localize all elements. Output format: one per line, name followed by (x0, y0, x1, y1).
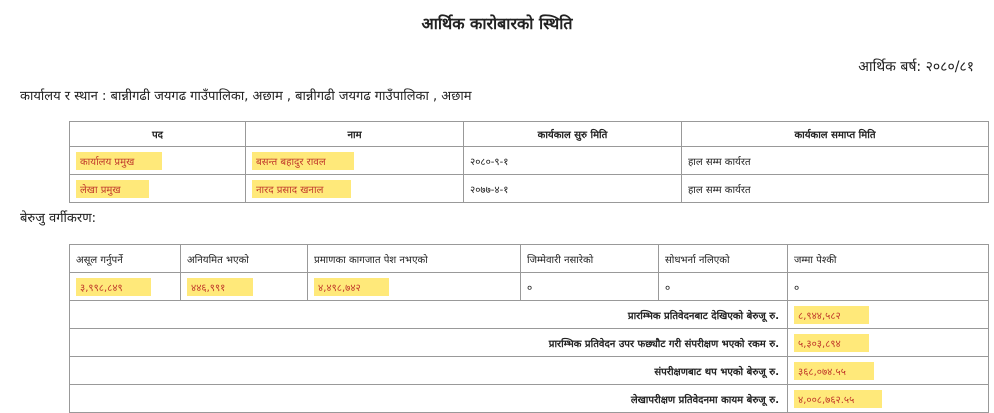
highlighted-amount: ४,००८,७६२.५५ (794, 390, 882, 408)
summary-label: प्रारम्भिक प्रतिवेदन उपर फछ्याैट गरी संपरीक्षण भएको रकम रु. (70, 329, 788, 357)
page-title: आर्थिक कारोबारको स्थिति (421, 14, 573, 33)
column-header-irregular: अनियमित भएको (181, 245, 308, 273)
fiscal-year: आर्थिक बर्ष: २०८०/८१ (858, 59, 974, 75)
column-header-total-advance: जम्मा पेश्की (788, 245, 989, 273)
beruju-table (69, 244, 989, 413)
summary-row (70, 357, 989, 385)
cell-not-reimbursed: ० (659, 273, 788, 301)
summary-row (70, 301, 989, 329)
table-row (70, 273, 989, 301)
summary-value (788, 329, 989, 357)
cell-term-start: २०७७-४-१ (464, 175, 682, 203)
column-header-no-documents: प्रमाणका कागजात पेश नभएको (308, 245, 521, 273)
highlighted-text: बसन्त बहादुर रावल (252, 152, 354, 170)
cell-name (246, 147, 464, 175)
cell-to-recover (70, 273, 181, 301)
highlighted-amount: ३६८,०७४.५५ (794, 362, 874, 380)
cell-irregular (181, 273, 308, 301)
office-location: कार्यालय र स्थान : बान्नीगढी जयगढ गाउँपालिका, अछाम , बान्नीगढी जयगढ गाउँपालिका , अछाम (20, 89, 472, 104)
cell-unassigned: ० (521, 273, 659, 301)
column-header-term-start: कार्यकाल सुरु मिति (464, 122, 682, 147)
table-row (70, 175, 989, 203)
cell-term-end: हाल सम्म कार्यरत (682, 175, 989, 203)
officials-table (69, 121, 989, 203)
table-header-row (70, 245, 989, 273)
summary-label: संपरीक्षणबाट थप भएको बेरुजू रु. (70, 357, 788, 385)
column-header-term-end: कार्यकाल समाप्त मिति (682, 122, 989, 147)
highlighted-amount: ४,४९८,७४२ (314, 278, 389, 296)
highlighted-amount: ३,९९८,८४९ (76, 278, 151, 296)
cell-no-documents (308, 273, 521, 301)
summary-value (788, 301, 989, 329)
cell-term-end: हाल सम्म कार्यरत (682, 147, 989, 175)
summary-row (70, 329, 989, 357)
highlighted-amount: ४४६,९९१ (187, 278, 253, 296)
cell-name (246, 175, 464, 203)
summary-value (788, 385, 989, 413)
highlighted-text: कार्यालय प्रमुख (76, 152, 162, 170)
cell-position (70, 175, 246, 203)
summary-row (70, 385, 989, 413)
summary-value (788, 357, 989, 385)
cell-term-start: २०८०-९-१ (464, 147, 682, 175)
beruju-heading: बेरुजु वर्गीकरण: (20, 211, 96, 226)
highlighted-amount: ८,९४४,५८२ (794, 306, 869, 324)
column-header-name: नाम (246, 122, 464, 147)
column-header-unassigned: जिम्मेवारी नसारेको (521, 245, 659, 273)
summary-label: लेखापरीक्षण प्रतिवेदनमा कायम बेरुजू रु. (70, 385, 788, 413)
summary-label: प्रारम्भिक प्रतिवेदनबाट देखिएको बेरुजू रु. (70, 301, 788, 329)
cell-position (70, 147, 246, 175)
highlighted-text: नारद प्रसाद खनाल (252, 180, 351, 198)
highlighted-amount: ५,३०३,८९४ (794, 334, 869, 352)
column-header-position: पद (70, 122, 246, 147)
column-header-to-recover: असूल गर्नुपर्ने (70, 245, 181, 273)
column-header-not-reimbursed: सोधभर्ना नलिएको (659, 245, 788, 273)
cell-total-advance: ० (788, 273, 989, 301)
table-header-row (70, 122, 989, 147)
highlighted-text: लेखा प्रमुख (76, 180, 149, 198)
table-row (70, 147, 989, 175)
